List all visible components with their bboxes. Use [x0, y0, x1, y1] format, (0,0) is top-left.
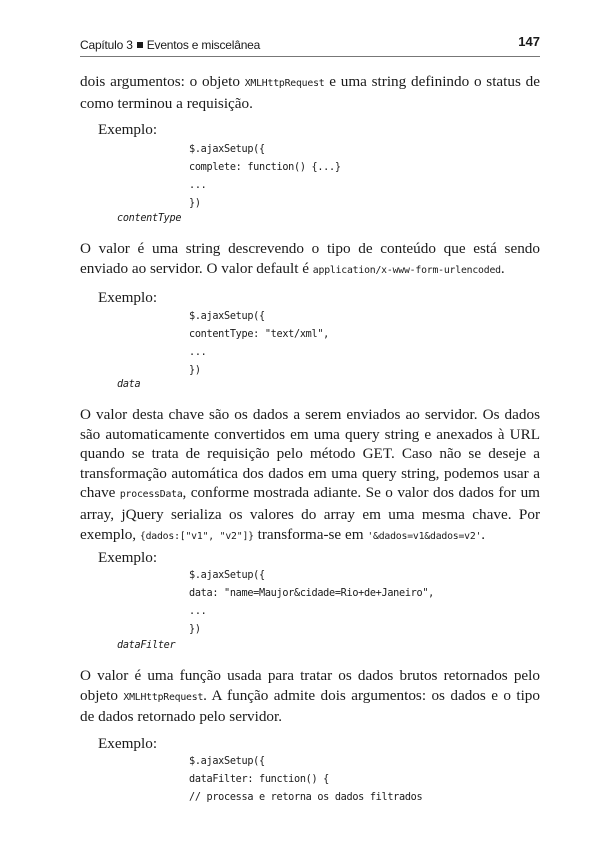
text-run: dois argumentos: o objeto	[80, 73, 245, 90]
code-line: $.ajaxSetup({	[189, 756, 265, 767]
inline-code: processData	[119, 489, 183, 501]
code-line: })	[189, 365, 201, 376]
text-run: O valor é uma função usada para tratar os dados brutos retornados pelo objeto	[80, 667, 540, 704]
square-bullet-icon	[137, 42, 143, 48]
code-line: ...	[189, 347, 207, 358]
text-run: .	[481, 525, 486, 543]
inline-code: {dados:["v1", "v2"]}	[139, 530, 254, 542]
code-line: dataFilter: function() {	[189, 774, 330, 785]
code-block-dataFilter	[189, 753, 422, 807]
inline-code: XMLHttpRequest	[244, 78, 325, 89]
param-name-dataFilter: dataFilter	[117, 640, 176, 651]
code-line: $.ajaxSetup({	[189, 570, 265, 581]
code-line: })	[189, 198, 201, 209]
section-label: Eventos e miscelânea	[146, 38, 261, 52]
code-line: $.ajaxSetup({	[189, 311, 265, 322]
text-run: transforma-se em	[253, 525, 368, 543]
code-block-data	[189, 567, 434, 639]
page-number: 147	[518, 34, 540, 49]
code-line: ...	[189, 606, 207, 617]
code-line: ...	[189, 180, 207, 191]
code-line: contentType: "text/xml",	[189, 329, 330, 340]
example-label: Exemplo:	[98, 549, 158, 566]
paragraph-contentType-description	[80, 239, 540, 280]
code-block-complete	[189, 141, 341, 213]
code-line: })	[189, 624, 201, 635]
inline-code: application/x-www-form-urlencoded	[312, 264, 501, 276]
text-run: . A função admite dois argumentos: os dados e o tipo de dados retornado pelo servidor.	[80, 686, 540, 726]
text-run: O valor desta chave são os dados a serem enviados ao servidor. Os dados são automaticamente convertidos em uma query string e anexados à URL quando se trata de requisição pelo método GET. Caso não se deseje a transformação automática dos dados em uma query string, podemos usar a chave	[80, 406, 540, 502]
text-run: .	[500, 259, 505, 277]
inline-code: XMLHttpRequest	[123, 691, 204, 703]
inline-code: '&dados=v1&dados=v2'	[367, 530, 482, 542]
example-label: Exemplo:	[98, 735, 158, 752]
running-header	[80, 36, 540, 57]
example-label: Exemplo:	[98, 121, 158, 138]
paragraph-data-description	[80, 405, 540, 546]
text-run: e uma string definindo o status de como terminou a requisição.	[80, 73, 540, 112]
code-line: $.ajaxSetup({	[189, 144, 265, 155]
code-line: data: "name=Maujor&cidade=Rio+de+Janeiro",	[189, 588, 435, 599]
example-label: Exemplo:	[98, 289, 158, 306]
chapter-heading	[80, 38, 260, 52]
chapter-label: Capítulo 3	[80, 38, 133, 52]
code-line: // processa e retorna os dados filtrados	[189, 792, 423, 803]
param-name-contentType: contentType	[117, 213, 182, 224]
text-run: , conforme mostrada adiante. Se o valor dos dados for um array, jQuery serializa os valores do array em uma mesma chave. Por exemplo,	[80, 484, 540, 543]
text-run: O valor é uma string descrevendo o tipo de conteúdo que está sendo enviado ao servidor. O valor default é	[80, 240, 540, 277]
code-line: complete: function() {...}	[189, 162, 341, 173]
code-block-contentType	[189, 308, 329, 380]
paragraph-dataFilter-description	[80, 666, 540, 727]
param-name-data: data	[117, 379, 141, 390]
paragraph-complete-description	[80, 72, 540, 113]
